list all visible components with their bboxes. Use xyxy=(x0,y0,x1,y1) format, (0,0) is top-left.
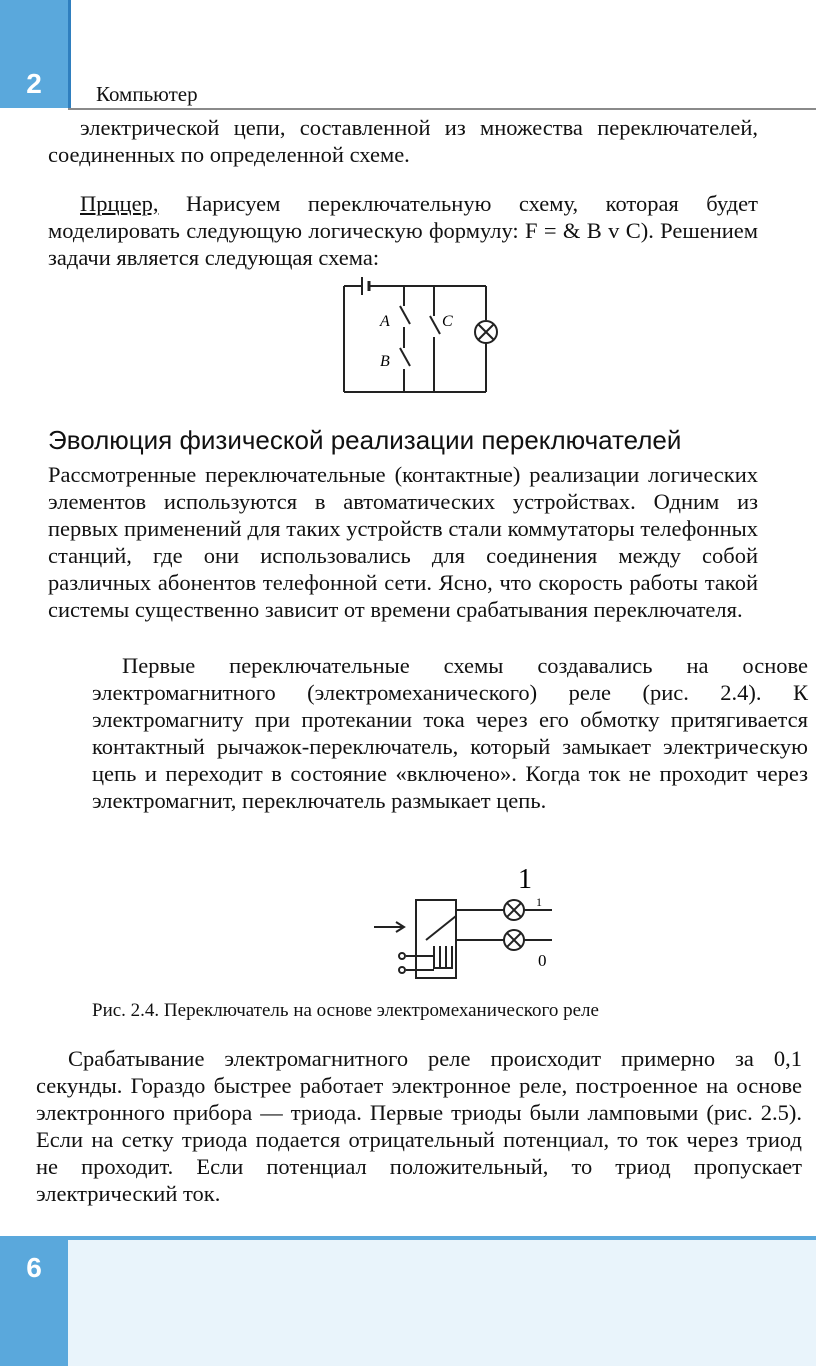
footer-rule xyxy=(68,1236,816,1240)
figure-caption: Рис. 2.4. Переключатель на основе электромеханического реле xyxy=(92,1000,599,1021)
output-small-top: 1 xyxy=(536,895,542,909)
paragraph-4: Первые переключательные схемы создавались на основе электромагнитного (электромеханического) реле (рис. 2.4). К электромагниту при протекании тока через его обмотку притягивается контактный рычажок-переключатель, который замыкает электрическую цепь и переходит в состояние «включено». Когда ток не проходит через электромагнит, переключатель размыкает цепь. xyxy=(92,653,808,813)
paragraph-5: Срабатывание электромагнитного реле происходит примерно за 0,1 секунды. Гораздо быстрее работает электронное реле, построенное на основе электронного прибора — триода. Первые триоды были ламповыми (рис. 2.5). Если на сетку триода подается отрицательный потенциал, то ток через триод не проходит. Если потенциал положительный, то триод пропускает электрический ток. xyxy=(36,1046,802,1206)
paragraph-2 xyxy=(48,190,758,271)
terminal-2 xyxy=(399,967,405,973)
output-label-bottom: 0 xyxy=(538,951,547,970)
page-number-tab xyxy=(0,1236,68,1366)
page-number: 6 xyxy=(26,1252,42,1283)
switch-c-label: C xyxy=(442,313,453,330)
relay-lever xyxy=(426,916,456,940)
switch-b-label: B xyxy=(380,353,390,370)
switch-circuit-figure xyxy=(330,272,510,400)
paragraph-2-text: Нарисуем переключательную схему, которая будет моделировать следующую логическую формулу: F = & B v C). Решением задачи является следующая схема: xyxy=(48,191,758,270)
header-rule xyxy=(68,108,816,110)
chapter-title: Компьютер xyxy=(96,82,198,106)
relay-box xyxy=(416,900,456,978)
relay-coil xyxy=(434,946,452,968)
section-heading: Эволюция физической реализации переключателей xyxy=(48,425,682,455)
paragraph-3: Рассмотренные переключательные (контактные) реализации логических элементов используются в автоматических устройствах. Одним из первых применений для таких устройств стали коммутаторы телефонных станций, где они использовались для соединения между собой различных абонентов телефонной сети. Ясно, что скорость работы такой системы существенно зависит от времени срабатывания переключателя. xyxy=(48,462,758,622)
relay-figure xyxy=(370,860,570,985)
terminal-1 xyxy=(399,953,405,959)
footer-band xyxy=(0,1236,816,1366)
example-label: Прццер, xyxy=(80,191,159,216)
switch-c xyxy=(430,316,440,334)
switch-a-label: A xyxy=(380,313,390,330)
chapter-tab xyxy=(0,0,71,108)
switch-b xyxy=(400,348,410,366)
output-label-top: 1 xyxy=(518,864,532,895)
chapter-number: 2 xyxy=(26,68,42,99)
paragraph-1: электрической цепи, составленной из множества переключателей, соединенных по определенной схеме. xyxy=(48,115,758,167)
switch-a xyxy=(400,306,410,324)
